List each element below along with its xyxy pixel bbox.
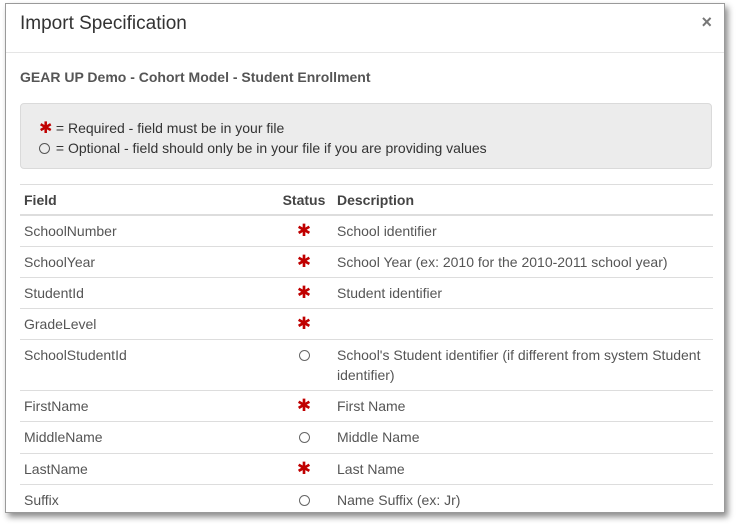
description-cell: Name Suffix (ex: Jr) (333, 485, 713, 514)
field-name-cell: SchoolNumber (24, 223, 117, 239)
legend-optional (39, 140, 487, 156)
status-cell (275, 215, 333, 247)
field-name-cell: LastName (20, 454, 275, 485)
status-cell (275, 309, 333, 340)
modal-header (6, 4, 724, 53)
field-spec-table (20, 184, 713, 513)
required-asterisk-icon: ✱ (296, 283, 312, 302)
status-cell (275, 391, 333, 422)
table-row (20, 485, 713, 514)
status-cell (275, 454, 333, 485)
required-asterisk-icon: ✱ (39, 120, 53, 137)
required-asterisk-icon: ✱ (296, 396, 312, 415)
table-header-row (20, 185, 713, 216)
description-cell: Student identifier (333, 278, 713, 309)
field-name-cell: Suffix (20, 485, 275, 514)
field-name-cell: SchoolYear (20, 247, 275, 278)
modal-title: Import Specification (20, 13, 187, 34)
optional-circle-icon (299, 350, 310, 361)
table-row (20, 454, 713, 485)
field-name-cell: FirstName (20, 391, 275, 422)
field-name-cell: MiddleName (20, 422, 275, 454)
required-asterisk-icon: ✱ (296, 459, 312, 478)
status-legend (20, 103, 712, 169)
table-row (20, 309, 713, 340)
status-cell (275, 247, 333, 278)
description-cell: Last Name (333, 454, 713, 485)
legend-required (39, 118, 284, 138)
description-cell: School identifier (337, 223, 437, 239)
close-button[interactable]: × (701, 12, 712, 32)
spec-subtitle: GEAR UP Demo - Cohort Model - Student Enrollment (20, 69, 371, 85)
table-row (20, 340, 713, 391)
legend-required-text: = Required - field must be in your file (52, 120, 285, 136)
field-name-cell: StudentId (20, 278, 275, 309)
description-cell: First Name (333, 391, 713, 422)
status-cell (275, 485, 333, 514)
required-asterisk-icon: ✱ (296, 221, 312, 240)
optional-circle-icon (299, 432, 310, 443)
table-row (20, 278, 713, 309)
import-specification-modal (5, 3, 725, 513)
description-cell: School Year (ex: 2010 for the 2010-2011 school year) (333, 247, 713, 278)
table-row (20, 247, 713, 278)
required-asterisk-icon: ✱ (296, 314, 312, 333)
table-row (20, 391, 713, 422)
status-cell (275, 278, 333, 309)
legend-optional-text: = Optional - field should only be in your file if you are providing values (52, 140, 487, 156)
optional-circle-icon (299, 495, 310, 506)
status-cell (275, 422, 333, 454)
status-cell (275, 340, 333, 391)
header-status: Status (275, 185, 333, 216)
table-row (20, 215, 713, 247)
table-row (20, 422, 713, 454)
field-name-cell: SchoolStudentId (20, 340, 275, 391)
header-field: Field (20, 185, 275, 216)
optional-circle-icon (39, 143, 50, 154)
description-cell (333, 309, 713, 340)
header-description: Description (333, 185, 713, 216)
description-cell: Middle Name (333, 422, 713, 454)
description-cell: School's Student identifier (if different from system Student identifier) (333, 340, 713, 391)
field-name-cell: GradeLevel (20, 309, 275, 340)
required-asterisk-icon: ✱ (296, 252, 312, 271)
